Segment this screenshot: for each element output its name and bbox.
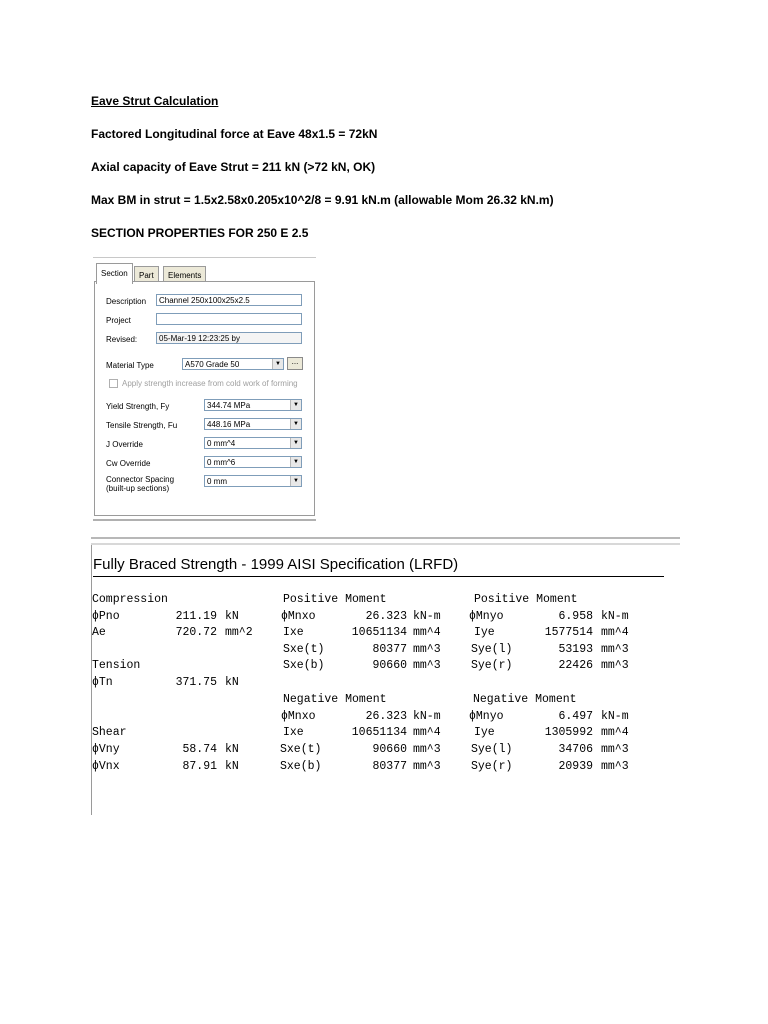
tensile-strength-value: 448.16 MPa bbox=[207, 420, 251, 429]
yield-strength-label: Yield Strength, Fy bbox=[106, 402, 170, 411]
cold-work-checkbox[interactable] bbox=[109, 379, 118, 388]
compression-label-pno: ϕPno bbox=[92, 610, 120, 623]
cw-override-value: 0 mm^6 bbox=[207, 458, 236, 467]
material-browse-button[interactable]: ... bbox=[287, 357, 303, 370]
force-line: Factored Longitudinal force at Eave 48x1.5 = 72kN bbox=[91, 127, 378, 141]
chevron-down-icon[interactable]: ▼ bbox=[290, 438, 301, 448]
neg-x-label-0: ϕMnxo bbox=[281, 710, 316, 723]
neg-y-label-2: Sye(l) bbox=[471, 743, 513, 756]
results-top-border-2 bbox=[91, 543, 680, 545]
pos-y-label-0: ϕMnyo bbox=[469, 610, 504, 623]
pos-x-label-3: Sxe(b) bbox=[283, 659, 325, 672]
compression-label-ae: Ae bbox=[92, 626, 106, 639]
cw-override-label: Cw Override bbox=[106, 459, 151, 468]
neg-x-label-2: Sxe(t) bbox=[280, 743, 322, 756]
pos-x-label-1: Ixe bbox=[283, 626, 304, 639]
section-dialog bbox=[93, 257, 316, 521]
neg-x-value-3: 80377 bbox=[372, 760, 407, 773]
compression-unit-ae: mm^2 bbox=[225, 626, 253, 639]
neg-x-label-1: Ixe bbox=[283, 726, 304, 739]
neg-y-unit-1: mm^4 bbox=[601, 726, 629, 739]
yield-strength-select[interactable] bbox=[204, 399, 302, 411]
pos-y-unit-3: mm^3 bbox=[601, 659, 629, 672]
max-bm-line: Max BM in strut = 1.5x2.58x0.205x10^2/8 = 9.91 kN.m (allowable Mom 26.32 kN.m) bbox=[91, 193, 554, 207]
project-field[interactable] bbox=[156, 313, 302, 325]
pos-y-value-3: 22426 bbox=[558, 659, 593, 672]
connector-spacing-label: Connector Spacing bbox=[106, 475, 175, 484]
pos-y-value-0: 6.958 bbox=[558, 610, 593, 623]
results-title: Fully Braced Strength - 1999 AISI Specification (LRFD) bbox=[93, 556, 459, 573]
compression-unit-pno: kN bbox=[225, 610, 239, 623]
description-label: Description bbox=[106, 297, 147, 306]
neg-x-label-3: Sxe(b) bbox=[280, 760, 322, 773]
neg-y-unit-0: kN-m bbox=[601, 710, 629, 723]
chevron-down-icon[interactable]: ▼ bbox=[290, 476, 301, 486]
dialog-bottom-border bbox=[93, 519, 316, 521]
pos-x-unit-3: mm^3 bbox=[413, 659, 441, 672]
neg-x-unit-1: mm^4 bbox=[413, 726, 441, 739]
pos-y-label-1: Iye bbox=[474, 626, 495, 639]
results-title-rule bbox=[93, 576, 664, 577]
neg-y-value-1: 1305992 bbox=[544, 726, 593, 739]
pos-x-label-0: ϕMnxo bbox=[281, 610, 316, 623]
chevron-down-icon[interactable]: ▼ bbox=[290, 457, 301, 467]
tension-unit-tn: kN bbox=[225, 676, 239, 689]
results-panel bbox=[91, 537, 680, 815]
section-properties-heading: SECTION PROPERTIES FOR 250 E 2.5 bbox=[91, 226, 309, 240]
chevron-down-icon[interactable]: ▼ bbox=[290, 400, 301, 410]
compression-value-ae: 720.72 bbox=[175, 626, 217, 639]
pos-x-value-3: 90660 bbox=[372, 659, 407, 672]
pos-x-value-1: 10651134 bbox=[351, 626, 407, 639]
revised-field: 05-Mar-19 12:23:25 by bbox=[156, 332, 302, 344]
pos-y-unit-0: kN-m bbox=[601, 610, 629, 623]
shear-value-vnx: 87.91 bbox=[182, 760, 217, 773]
shear-header: Shear bbox=[92, 726, 127, 739]
compression-value-pno: 211.19 bbox=[175, 610, 217, 623]
tension-value-tn: 371.75 bbox=[175, 676, 217, 689]
pos-x-value-2: 80377 bbox=[372, 643, 407, 656]
pos-y-unit-2: mm^3 bbox=[601, 643, 629, 656]
neg-y-label-0: ϕMnyo bbox=[469, 710, 504, 723]
pos-x-value-0: 26.323 bbox=[365, 610, 407, 623]
neg-y-unit-3: mm^3 bbox=[601, 760, 629, 773]
neg-x-value-0: 26.323 bbox=[365, 710, 407, 723]
neg-x-value-1: 10651134 bbox=[351, 726, 407, 739]
neg-x-unit-2: mm^3 bbox=[413, 743, 441, 756]
cw-override-select[interactable] bbox=[204, 456, 302, 468]
cold-work-label: Apply strength increase from cold work of forming bbox=[122, 379, 298, 388]
neg-y-value-3: 20939 bbox=[558, 760, 593, 773]
connector-spacing-select[interactable] bbox=[204, 475, 302, 487]
pos-x-unit-0: kN-m bbox=[413, 610, 441, 623]
pos-y-value-1: 1577514 bbox=[544, 626, 593, 639]
neg-x-unit-0: kN-m bbox=[413, 710, 441, 723]
description-field[interactable]: Channel 250x100x25x2.5 bbox=[156, 294, 302, 306]
tab-part[interactable]: Part bbox=[134, 266, 159, 284]
document-title: Eave Strut Calculation bbox=[91, 94, 219, 108]
pos-x-label-2: Sxe(t) bbox=[283, 643, 325, 656]
pos-y-value-2: 53193 bbox=[558, 643, 593, 656]
neg-y-value-0: 6.497 bbox=[558, 710, 593, 723]
pos-y-unit-1: mm^4 bbox=[601, 626, 629, 639]
tab-elements[interactable]: Elements bbox=[163, 266, 206, 284]
j-override-select[interactable] bbox=[204, 437, 302, 449]
shear-unit-vnx: kN bbox=[225, 760, 239, 773]
material-type-value: A570 Grade 50 bbox=[185, 360, 240, 369]
material-type-select[interactable] bbox=[182, 358, 284, 370]
pos-x-unit-1: mm^4 bbox=[413, 626, 441, 639]
neg-moment-x-header: Negative Moment bbox=[283, 693, 387, 706]
connector-spacing-sublabel: (built-up sections) bbox=[106, 484, 170, 493]
neg-y-label-1: Iye bbox=[474, 726, 495, 739]
section-panel bbox=[94, 281, 315, 516]
pos-y-label-2: Sye(l) bbox=[471, 643, 513, 656]
results-top-border bbox=[91, 537, 680, 539]
neg-y-value-2: 34706 bbox=[558, 743, 593, 756]
shear-label-vnx: ϕVnx bbox=[92, 760, 120, 773]
revised-label: Revised: bbox=[106, 335, 138, 344]
project-label: Project bbox=[106, 316, 131, 325]
neg-y-label-3: Sye(r) bbox=[471, 760, 513, 773]
compression-header: Compression bbox=[92, 593, 168, 606]
tensile-strength-label: Tensile Strength, Fu bbox=[106, 421, 178, 430]
pos-x-unit-2: mm^3 bbox=[413, 643, 441, 656]
dialog-top-border bbox=[93, 257, 316, 258]
pos-moment-y-header: Positive Moment bbox=[474, 593, 578, 606]
shear-value-vny: 58.74 bbox=[182, 743, 217, 756]
neg-x-unit-3: mm^3 bbox=[413, 760, 441, 773]
j-override-label: J Override bbox=[106, 440, 143, 449]
material-type-label: Material Type bbox=[106, 361, 154, 370]
neg-x-value-2: 90660 bbox=[372, 743, 407, 756]
yield-strength-value: 344.74 MPa bbox=[207, 401, 251, 410]
chevron-down-icon[interactable]: ▼ bbox=[272, 359, 283, 369]
tension-label-tn: ϕTn bbox=[92, 676, 113, 689]
chevron-down-icon[interactable]: ▼ bbox=[290, 419, 301, 429]
shear-label-vny: ϕVny bbox=[92, 743, 120, 756]
axial-capacity-line: Axial capacity of Eave Strut = 211 kN (>72 kN, OK) bbox=[91, 160, 376, 174]
tensile-strength-select[interactable] bbox=[204, 418, 302, 430]
j-override-value: 0 mm^4 bbox=[207, 439, 236, 448]
shear-unit-vny: kN bbox=[225, 743, 239, 756]
connector-spacing-value: 0 mm bbox=[207, 477, 227, 486]
tension-header: Tension bbox=[92, 659, 141, 672]
tab-section[interactable]: Section bbox=[96, 263, 133, 284]
pos-moment-x-header: Positive Moment bbox=[283, 593, 387, 606]
neg-moment-y-header: Negative Moment bbox=[473, 693, 577, 706]
pos-y-label-3: Sye(r) bbox=[471, 659, 513, 672]
neg-y-unit-2: mm^3 bbox=[601, 743, 629, 756]
